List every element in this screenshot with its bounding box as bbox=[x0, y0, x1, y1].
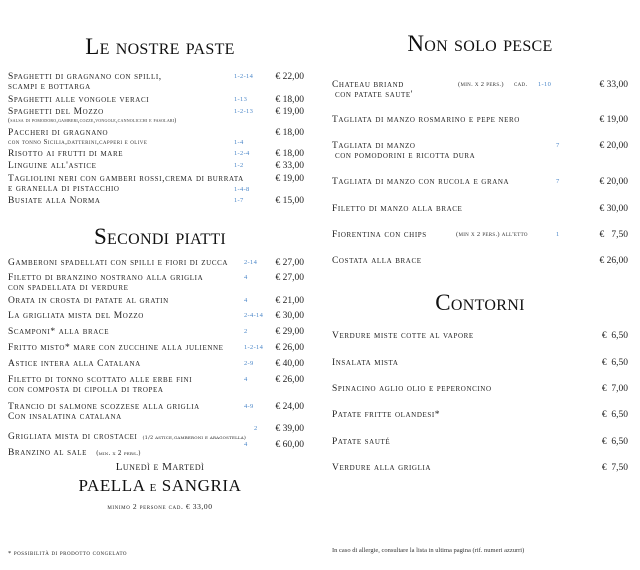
menu-item: Fritto misto* mare con zucchine alla julienne 1-2-14 € 26,00 bbox=[8, 343, 304, 353]
allergen-code: 7 bbox=[556, 178, 560, 185]
price: € 19,00 bbox=[275, 107, 304, 117]
price: € 7,50 bbox=[599, 230, 628, 240]
allergen-code: 1-10 bbox=[538, 81, 552, 88]
allergen-code: 4 bbox=[244, 274, 248, 281]
allergen-code: 2-14 bbox=[244, 259, 258, 266]
allergen-code: 1-2-4 bbox=[234, 150, 250, 157]
section-title-non-solo-pesce: Non solo pesce bbox=[407, 31, 553, 56]
allergy-note: In caso di allergie, consultare la lista in ultima pagina (rif. numeri azzurri) bbox=[332, 547, 525, 554]
allergen-code: 2-9 bbox=[244, 360, 254, 367]
menu-item: Trancio di salmone scozzese alla griglia Con insalatina catalana 4-9 € 24,00 bbox=[8, 402, 304, 422]
price: € 6,50 bbox=[601, 437, 628, 447]
price: € 24,00 bbox=[275, 402, 304, 412]
price: € 33,00 bbox=[599, 80, 628, 90]
menu-item: Astice intera alla Catalana 2-9 € 40,00 bbox=[8, 359, 304, 369]
price: € 7,00 bbox=[601, 384, 628, 394]
frozen-product-footnote: * possibilità di prodotto congelato bbox=[8, 550, 128, 557]
allergen-code: 1 bbox=[556, 231, 560, 238]
menu-item: Orata in crosta di patate al gratin 4 € 21,00 bbox=[8, 296, 304, 306]
menu-item: Gamberoni spadellati con spilli e fiori di zucca 2-14 € 27,00 bbox=[8, 258, 304, 268]
menu-item: La grigliata mista del Mozzo 2-4-14 € 30,00 bbox=[8, 311, 304, 321]
price: € 40,00 bbox=[275, 359, 304, 369]
allergen-code: 1-7 bbox=[234, 197, 244, 204]
section-title-secondi: Secondi piatti bbox=[93, 224, 227, 249]
price: € 20,00 bbox=[599, 141, 628, 151]
menu-item: Costata alla brace € 26,00 bbox=[332, 256, 628, 266]
price: € 7,50 bbox=[601, 463, 628, 473]
allergen-code: 1-2-14 bbox=[234, 73, 254, 80]
price: € 21,00 bbox=[275, 296, 304, 306]
price: € 26,00 bbox=[599, 256, 628, 266]
allergen-code: 4 bbox=[244, 297, 248, 304]
menu-item: Tagliolini neri con gamberi rossi,crema di burrata e granella di pistacchio 1-4-8 € 19,00 bbox=[8, 174, 304, 194]
price: € 39,00 bbox=[275, 424, 304, 434]
price: € 6,50 bbox=[601, 410, 628, 420]
allergen-code: 1-2-13 bbox=[234, 108, 254, 115]
price: € 30,00 bbox=[275, 311, 304, 321]
menu-item: Spaghetti alle vongole veraci 1-13 € 18,00 bbox=[8, 95, 304, 105]
menu-item: Verdure miste cotte al vapore € 6,50 bbox=[332, 331, 628, 341]
price: € 6,50 bbox=[601, 358, 628, 368]
menu-item: Busiate alla Norma 1-7 € 15,00 bbox=[8, 196, 304, 206]
price: € 19,00 bbox=[275, 174, 304, 184]
allergen-code: 1-2-14 bbox=[244, 344, 264, 351]
price: € 27,00 bbox=[275, 258, 304, 268]
menu-item: Spaghetti del Mozzo (salsa di pomodoro,gamberi,cozze,vongole,cannolicchi e fasolari) 1-2-13 € 19,00 bbox=[8, 107, 304, 124]
allergen-code: 4-9 bbox=[244, 403, 254, 410]
menu-item: Grigliata mista di crostacei (1/2 astice,gamberoni e aragostella) 2 € 39,00 bbox=[8, 424, 304, 442]
price: € 60,00 bbox=[275, 440, 304, 450]
menu-item: Filetto di manzo alla brace € 30,00 bbox=[332, 204, 628, 214]
menu-item: Filetto di branzino nostrano alla griglia con spadellata di verdure 4 € 27,00 bbox=[8, 273, 304, 293]
menu-item: Linguine all'astice 1-2 € 33,00 bbox=[8, 161, 304, 171]
price: € 22,00 bbox=[275, 72, 304, 82]
price: € 18,00 bbox=[275, 95, 304, 105]
price: € 27,00 bbox=[275, 273, 304, 283]
menu-item: Chateau briand con patate saute' (min. x 2 pers.) cad. 1-10 € 33,00 bbox=[332, 80, 628, 100]
price: € 19,00 bbox=[599, 115, 628, 125]
menu-item: Tagliata di manzo con rucola e grana 7 € 20,00 bbox=[332, 177, 628, 187]
menu-item: Scamponi* alla brace 2 € 29,00 bbox=[8, 327, 304, 337]
price: € 18,00 bbox=[275, 128, 304, 138]
price: € 6,50 bbox=[601, 331, 628, 341]
price: € 30,00 bbox=[599, 204, 628, 214]
allergen-code: 1-13 bbox=[234, 96, 248, 103]
price: € 15,00 bbox=[275, 196, 304, 206]
menu-item: Spaghetti di gragnano con spilli, scampi e bottarga 1-2-14 € 22,00 bbox=[8, 72, 304, 92]
menu-item: Patate fritte olandesi* € 6,50 bbox=[332, 410, 628, 420]
allergen-code: 4 bbox=[244, 441, 248, 448]
allergen-code: 7 bbox=[556, 142, 560, 149]
price: € 20,00 bbox=[599, 177, 628, 187]
menu-item: Risotto ai frutti di mare 1-2-4 € 18,00 bbox=[8, 149, 304, 159]
promo-days: Lunedì e Martedì bbox=[115, 461, 205, 473]
menu-item: Paccheri di gragnano con tonno Sicilia,datterini,capperi e olive 1-4 € 18,00 bbox=[8, 128, 304, 146]
price: € 18,00 bbox=[275, 149, 304, 159]
menu-item: Branzino al sale (min. x 2 pers.) 4 € 60,00 bbox=[8, 440, 304, 458]
allergen-code: 1-4-8 bbox=[234, 186, 250, 193]
allergen-code: 4 bbox=[244, 376, 248, 383]
menu-item: Patate sauté € 6,50 bbox=[332, 437, 628, 447]
allergen-code: 2 bbox=[254, 425, 258, 432]
promo-title: PAELLA e SANGRIA bbox=[78, 476, 242, 495]
menu-item: Verdure alla griglia € 7,50 bbox=[332, 463, 628, 473]
menu-item: Insalata mista € 6,50 bbox=[332, 358, 628, 368]
section-title-contorni: Contorni bbox=[435, 290, 525, 315]
menu-item: Spinacino aglio olio e peperoncino € 7,00 bbox=[332, 384, 628, 394]
menu-item: Filetto di tonno scottato alle erbe fini con composta di cipolla di tropea 4 € 26,00 bbox=[8, 375, 304, 395]
price: € 29,00 bbox=[275, 327, 304, 337]
promo-price: minimo 2 persone cad. € 33,00 bbox=[107, 502, 213, 511]
allergen-code: 1-2 bbox=[234, 162, 244, 169]
price: € 26,00 bbox=[275, 375, 304, 385]
menu-item: Tagliata di manzo rosmarino e pepe nero € 19,00 bbox=[332, 115, 628, 125]
allergen-code: 2 bbox=[244, 328, 248, 335]
price: € 26,00 bbox=[275, 343, 304, 353]
menu-item: Tagliata di manzo con pomodorini e ricotta dura 7 € 20,00 bbox=[332, 141, 628, 161]
allergen-code: 1-4 bbox=[234, 139, 244, 146]
allergen-code: 2-4-14 bbox=[244, 312, 264, 319]
section-title-paste: Le nostre paste bbox=[85, 34, 235, 59]
price: € 33,00 bbox=[275, 161, 304, 171]
menu-item: Fiorentina con chips (min x 2 pers.) all'etto 1 € 7,50 bbox=[332, 230, 628, 240]
